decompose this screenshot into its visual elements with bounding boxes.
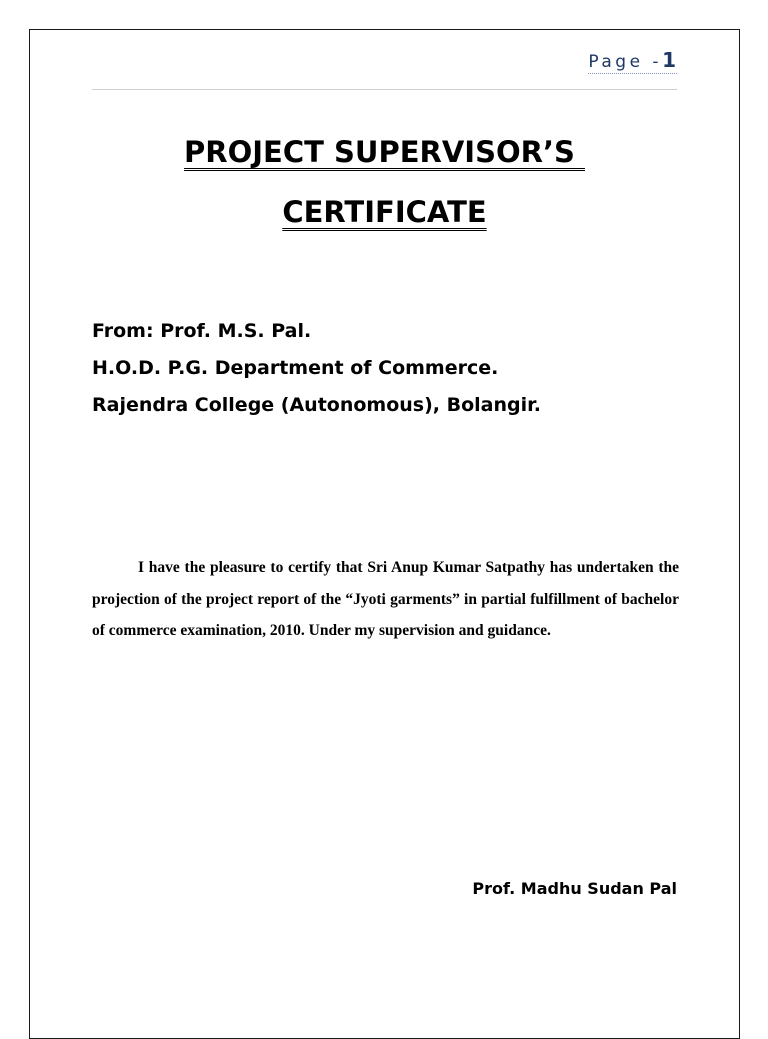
- certificate-title-line-1: [30, 134, 739, 170]
- document-page: [29, 29, 740, 1039]
- certificate-title-line-2: [30, 194, 739, 230]
- page-number-header: [588, 48, 677, 74]
- sender-department-line: H.O.D. P.G. Department of Commerce.: [92, 357, 499, 379]
- sender-name-line: From: Prof. M.S. Pal.: [92, 320, 312, 342]
- title-text-1: PROJECT SUPERVISOR’S: [184, 135, 585, 169]
- page-label: Page -: [588, 52, 663, 72]
- title-text-2: CERTIFICATE: [282, 195, 487, 229]
- certificate-body-paragraph: I have the pleasure to certify that Sri Anup Kumar Satpathy has undertaken the projection of the project report of the “Jyoti garments” in partial fulfillment of bachelor of commerce examination, 2010. Under my supervision and guidance.: [92, 559, 679, 639]
- page-number: 1: [662, 48, 677, 72]
- header-divider: [92, 89, 677, 90]
- sender-college-line: Rajendra College (Autonomous), Bolangir.: [92, 394, 542, 416]
- signature-name: Prof. Madhu Sudan Pal: [472, 879, 677, 898]
- sender-block: [92, 313, 541, 424]
